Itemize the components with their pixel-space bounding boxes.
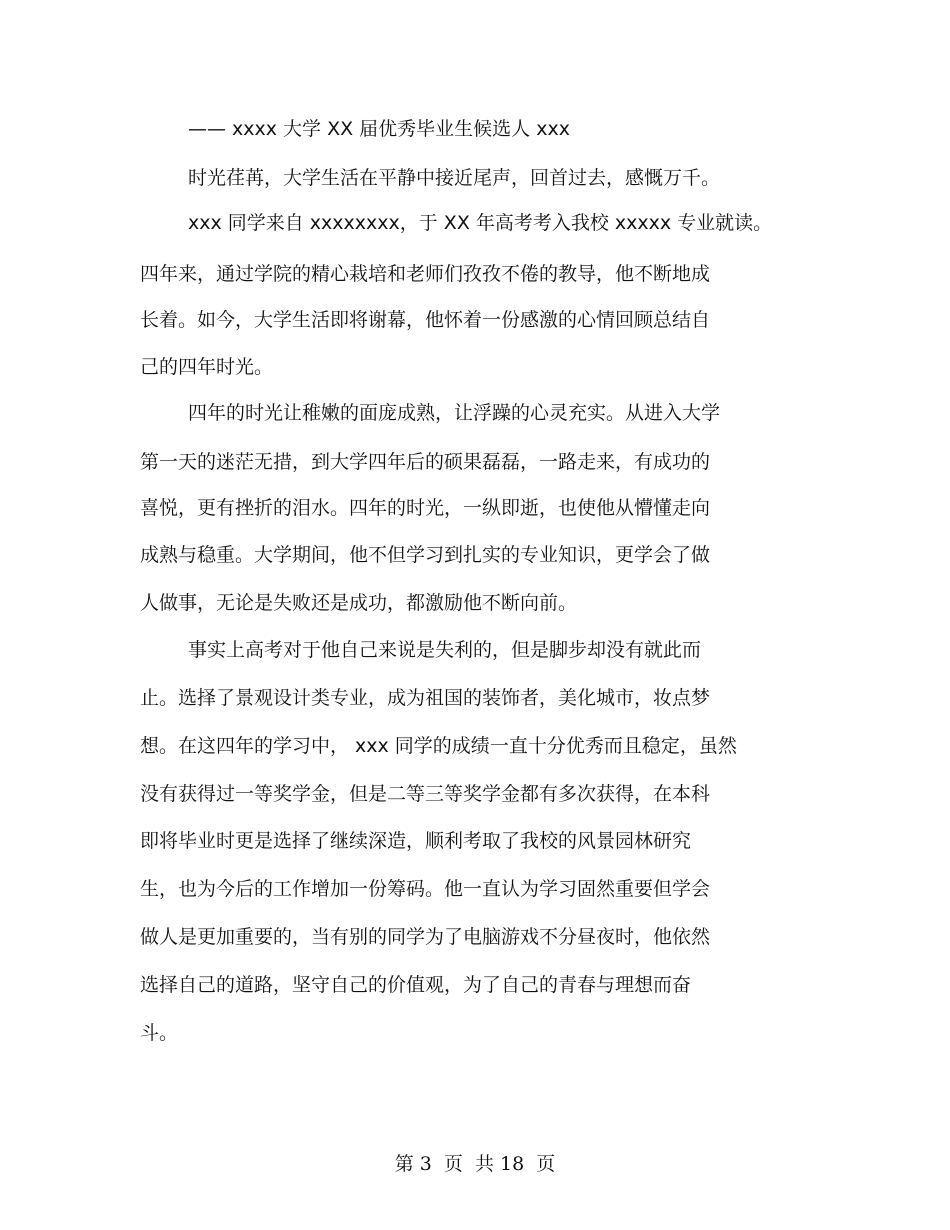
text-line: 生，也为今后的工作增加一份筹码。他一直认为学习固然重要但学会 [140,878,711,900]
text-line: 事实上高考对于他自己来说是失利的，但是脚步却没有就此而 [188,639,702,661]
text-line: xxx 同学来自 xxxxxxxx，于 XX 年高考考入我校 xxxxx 专业就读。 [188,212,773,234]
text-line: 己的四年时光。 [140,356,274,378]
text-line: 做人是更加重要的，当有别的同学为了电脑游戏不分昼夜时，他依然 [140,926,711,948]
text-line: 四年的时光让稚嫩的面庞成熟，让浮躁的心灵充实。从进入大学 [188,402,721,424]
page-number: 第 3 页 共 18 页 [394,1153,556,1175]
text-line: 成熟与稳重。大学期间，他不但学习到扎实的专业知识，更学会了做 [140,544,711,566]
text-line: 第一天的迷茫无措，到大学四年后的硕果磊磊，一路走来，有成功的 [140,451,711,473]
text-line: 选择自己的道路，坚守自己的价值观，为了自己的青春与理想而奋 [140,974,692,996]
text-line: 时光荏苒，大学生活在平静中接近尾声，回首过去，感慨万千。 [188,167,721,189]
text-line: 止。选择了景观设计类专业，成为祖国的装饰者，美化城市，妆点梦 [140,687,711,709]
text-line: 没有获得过一等奖学金，但是二等三等奖学金都有多次获得，在本科 [140,783,711,805]
text-line: 四年来，通过学院的精心栽培和老师们孜孜不倦的教导，他不断地成 [140,263,711,285]
text-line: 即将毕业时更是选择了继续深造，顺利考取了我校的风景园林研究 [140,830,692,852]
text-line: 喜悦，更有挫折的泪水。四年的时光，一纵即逝，也使他从懵懂走向 [140,497,711,519]
text-line: 斗。 [140,1022,179,1044]
subtitle-line: —— xxxx 大学 XX 届优秀毕业生候选人 xxx [188,118,570,140]
text-line: 想。在这四年的学习中， xxx 同学的成绩一直十分优秀而且稳定，虽然 [140,735,737,757]
text-line: 长着。如今，大学生活即将谢幕，他怀着一份感激的心情回顾总结自 [140,309,711,331]
text-line: 人做事，无论是失败还是成功，都激励他不断向前。 [140,592,578,614]
